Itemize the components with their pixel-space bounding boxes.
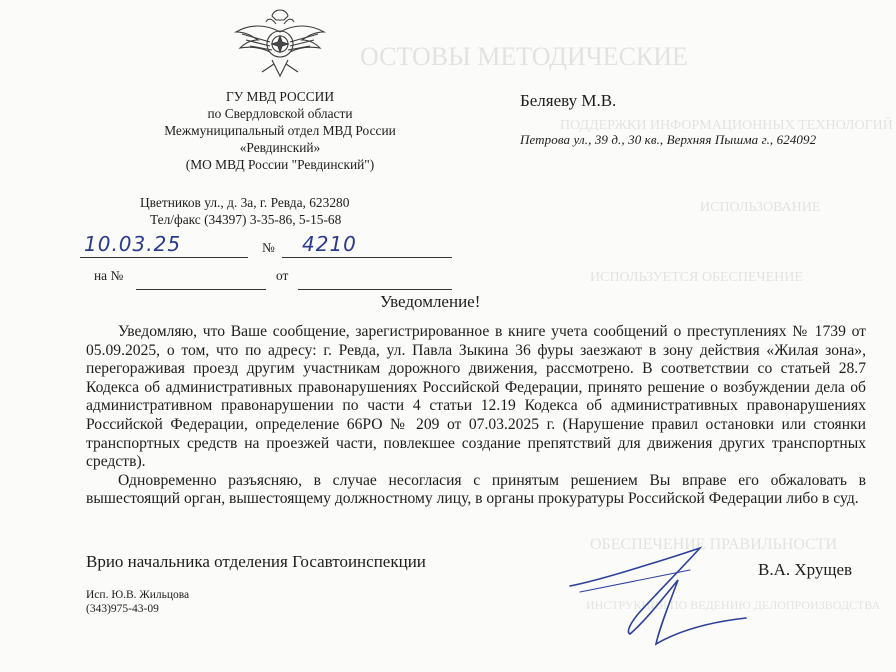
org-address: Цветников ул., д. 3а, г. Ревда, 623280	[140, 195, 350, 210]
signatory-name: В.А. Хрущев	[758, 560, 853, 579]
recipient-name: Беляеву М.В.	[520, 91, 617, 110]
letter-body	[86, 323, 866, 509]
handwritten-date: 10.03.25	[84, 232, 182, 256]
signatory-position: Врио начальника отделения Госавтоинспекции	[86, 552, 426, 571]
body-paragraph-2: Одновременно разъясняю, в случае несогласия с принятым решением Вы вправе его обжаловать в вышестоящий орган, вышестоящему должностному лицу, в органы прокуратуры Российской Федерации либо в суд.	[86, 471, 866, 508]
org-line-3: Межмуниципальный отдел МВД России	[164, 123, 396, 138]
document-title: Уведомление!	[380, 292, 481, 311]
executor-block	[86, 588, 189, 616]
reply-number-line	[136, 289, 266, 290]
org-line-1: ГУ МВД РОССИИ	[225, 89, 335, 104]
reply-label: на №	[94, 268, 124, 283]
org-line-4: «Ревдинский»	[239, 140, 321, 155]
org-phone: Тел/факс (34397) 3-35-86, 5-15-68	[150, 212, 342, 227]
bleed-through: ИСПОЛЬЗОВАНИЕ	[700, 200, 821, 215]
bleed-through: ОБЕСПЕЧЕНИЕ ПРАВИЛЬНОСТИ	[590, 536, 838, 553]
body-paragraph-1: Уведомляю, что Ваше сообщение, зарегистрированное в книге учета сообщений о преступлениях № 1739 от 05.09.2025, о том, что по адресу: г. Ревда, ул. Павла Зыкина 36 фуры заезжают в зону действия «Жилая зона», перегораживая проезд другим участникам дорожного движения, рассмотрено. В соответствии со статьей 28.7 Кодекса об административных правонарушениях Российской Федерации, принято решение о возбуждении дела об административном правонарушении по части 4 статьи 12.19 Кодекса об административных правонарушениях Российской Федерации, определение 66РО № 209 от 07.03.2025 г. (Нарушение правил остановки или стоянки транспортных средств на проезжей части, повлекшее создание препятствий для движения других транспортных средств).	[86, 323, 866, 471]
reply-date-line	[298, 289, 452, 290]
executor-phone: (343)975-43-09	[86, 603, 159, 615]
date-line	[80, 257, 248, 258]
org-line-5: (МО МВД России "Ревдинский")	[185, 157, 375, 172]
bleed-through: ПОДДЕРЖКИ ИНФОРМАЦИОННЫХ ТЕХНОЛОГИЙ	[560, 118, 893, 133]
mvd-emblem-icon	[232, 2, 328, 80]
handwritten-signature-icon	[560, 540, 760, 660]
recipient-address: Петрова ул., 39 д., 30 кв., Верхняя Пышма г., 624092	[520, 132, 817, 147]
bleed-through: ИНСТРУКЦИЯ ПО ВЕДЕНИЮ ДЕЛОПРОИЗВОДСТВА	[586, 598, 881, 612]
bleed-through: ОСТОВЫ МЕТОДИЧЕСКИЕ	[360, 42, 688, 71]
bleed-through: ИСПОЛЬЗУЕТСЯ ОБЕСПЕЧЕНИЕ	[590, 270, 803, 285]
number-label: №	[262, 240, 275, 255]
from-label: от	[276, 268, 289, 283]
number-line	[282, 257, 452, 258]
org-line-2: по Свердловской области	[207, 106, 353, 121]
handwritten-number: 4210	[302, 232, 357, 256]
executor-name: Исп. Ю.В. Жильцова	[86, 589, 190, 601]
